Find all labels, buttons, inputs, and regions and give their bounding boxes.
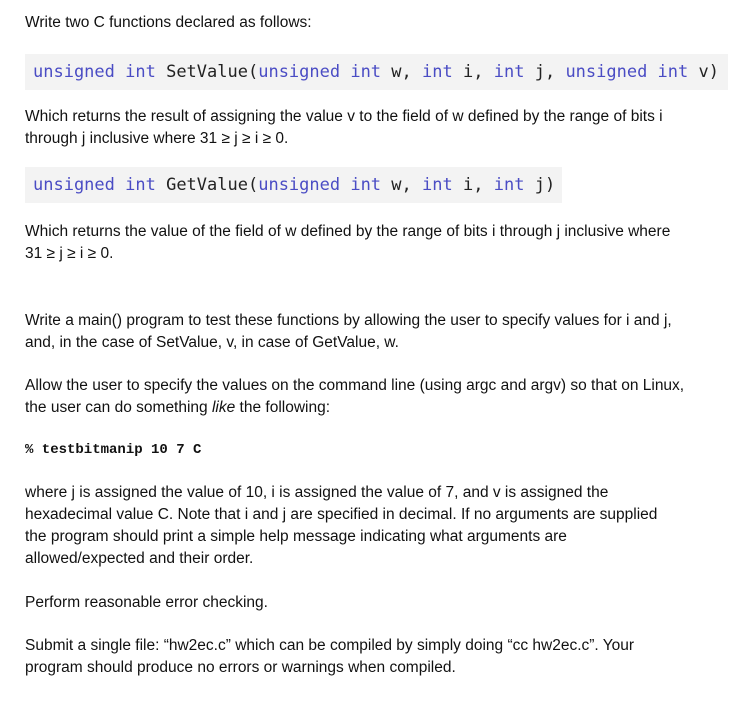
getvalue-param-w-type: unsigned int [258, 175, 382, 195]
setvalue-param-i: i, [463, 62, 484, 82]
command-example: % testbitmanip 10 7 C [25, 442, 202, 458]
setvalue-description: Which returns the result of assigning the value v to the field of w defined by the range of bits i through j inclusive where 31 ≥ j ≥ i ≥ 0. [25, 108, 663, 147]
getvalue-signature: unsigned int GetValue(unsigned int w, int i, int j) [25, 167, 562, 203]
setvalue-param-j: j, [534, 62, 556, 82]
setvalue-function-name: SetValue [166, 62, 248, 82]
setvalue-param-v-type: unsigned int [565, 62, 689, 82]
setvalue-param-w: w, [391, 62, 412, 82]
getvalue-param-i-type: int [422, 175, 453, 195]
command-line-description: Allow the user to specify the values on the command line (using argc and argv) so that on Linux, the user can do something like the following: [25, 377, 685, 416]
getvalue-param-j: j) [534, 175, 556, 195]
error-checking-text: Perform reasonable error checking. [25, 594, 268, 611]
getvalue-description: Which returns the value of the field of w defined by the range of bits i through j inclusive where 31 ≥ j ≥ i ≥ 0. [25, 223, 671, 262]
getvalue-function-name: GetValue [166, 175, 248, 195]
setvalue-param-j-type: int [493, 62, 525, 82]
arguments-explanation: where j is assigned the value of 10, i is assigned the value of 7, and v is assigned the hexadecimal value C. Note that i and j are specified in decimal. If no arguments are supplied the program should print a simple help message indicating what arguments are allowed/expected and their order. [25, 484, 658, 567]
submission-instructions: Submit a single file: “hw2ec.c” which can be compiled by simply doing “cc hw2ec.c”. Your program should produce no errors or warnings when compiled. [25, 637, 635, 676]
setvalue-return-type: unsigned int [33, 62, 156, 82]
setvalue-param-v: v) [698, 62, 719, 82]
getvalue-param-j-type: int [493, 175, 525, 195]
getvalue-return-type: unsigned int [33, 175, 156, 195]
main-program-description: Write a main() program to test these functions by allowing the user to specify values for i and j, and, in the case of SetValue, v, in case of GetValue, w. [25, 312, 672, 351]
intro-text: Write two C functions declared as follows: [25, 14, 312, 31]
setvalue-signature: unsigned int SetValue(unsigned int w, int i, int j, unsigned int v) [25, 54, 728, 90]
getvalue-param-i: i, [463, 175, 484, 195]
setvalue-param-i-type: int [422, 62, 453, 82]
setvalue-param-w-type: unsigned int [258, 62, 382, 82]
getvalue-param-w: w, [391, 175, 412, 195]
